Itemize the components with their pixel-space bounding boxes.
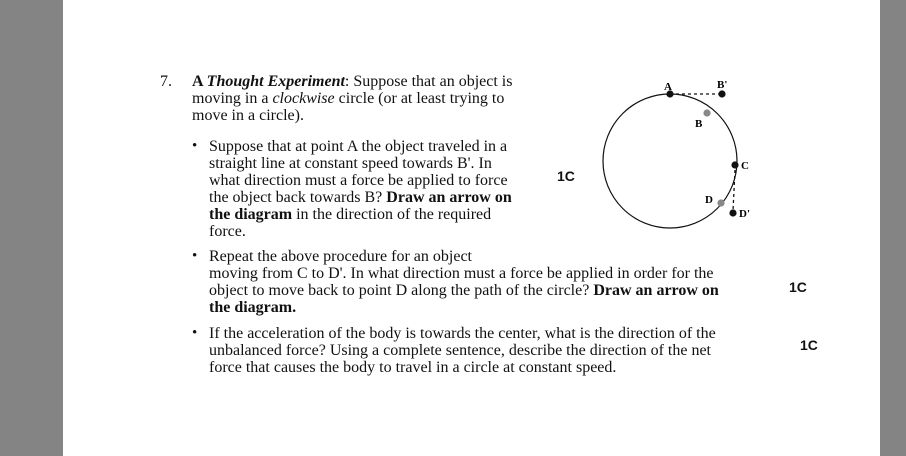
bullet-line [209,299,719,316]
bullet-2-text [209,248,719,316]
bullet-dot: • [192,248,198,264]
text-run: force that causes the body to travel in a circle at constant speed. [209,359,617,376]
label-d: D [705,194,713,206]
point-b-prime [718,90,725,97]
text-run: clockwise [272,90,335,107]
text-run: moving from C to D'. In what direction must a force be applied in order for the [209,265,714,282]
bullet-line [209,342,716,359]
text-run: force. [209,223,246,240]
bullet-3-text [209,325,716,376]
label-c: C [741,160,749,172]
score-mark: 1C [789,279,807,295]
bullet-line [209,325,716,342]
label-b: B [695,118,703,130]
bullet-line [209,359,716,376]
text-run: the diagram. [209,299,297,316]
text-run: Draw an arrow on [593,282,719,299]
label-b-prime: B' [717,79,728,91]
circular-motion-diagram [598,76,778,241]
point-c [731,161,738,168]
text-run: A [192,73,207,90]
circle-path [603,94,737,228]
text-run: circle (or at least trying to [334,90,505,107]
intro-line [192,90,512,107]
point-b [703,109,710,116]
bullet-line [209,265,719,282]
bullet-1-text [209,138,512,240]
bullet-line [209,138,512,155]
label-a: A [664,81,672,93]
bullet-line [209,223,512,240]
point-d-prime [729,209,736,216]
text-run: move in a circle). [192,107,304,124]
text-run: what direction must a force be applied to force [209,172,508,189]
text-run: unbalanced force? Using a complete sentence, describe the direction of the net [209,342,711,359]
text-run: straight line at constant speed towards B'. In [209,155,492,172]
text-run: : Suppose that an object is [344,73,513,90]
text-run: Repeat the above procedure for an object [209,248,472,265]
bullet-dot: • [192,325,198,341]
bullet-line [209,189,512,206]
text-run: object to move back to point D along the path of the circle? [209,282,594,299]
intro-line [192,73,512,90]
text-run: If the acceleration of the body is towards the center, what is the direction of the [209,325,716,342]
label-d-prime: D' [739,208,750,220]
question-intro [192,73,512,124]
bullet-line [209,172,512,189]
bullet-line [209,206,512,223]
intro-line [192,107,512,124]
text-run: the object back towards B? [209,189,387,206]
bullet-line [209,155,512,172]
score-mark: 1C [557,168,575,184]
bullet-line [209,248,719,265]
tangent-line-c [733,170,735,211]
bullet-dot: • [192,138,198,154]
text-run: Thought Experiment [206,73,345,90]
text-run: Suppose that at point A the object traveled in a [209,138,508,155]
question-number: 7. [160,73,172,90]
text-run: in the direction of the required [292,206,492,223]
text-run: the diagram [209,206,293,223]
bullet-line [209,282,719,299]
point-d [717,199,724,206]
score-mark: 1C [800,337,818,353]
text-run: moving in a [192,90,273,107]
text-run: Draw an arrow on [386,189,512,206]
worksheet-page [63,0,880,456]
